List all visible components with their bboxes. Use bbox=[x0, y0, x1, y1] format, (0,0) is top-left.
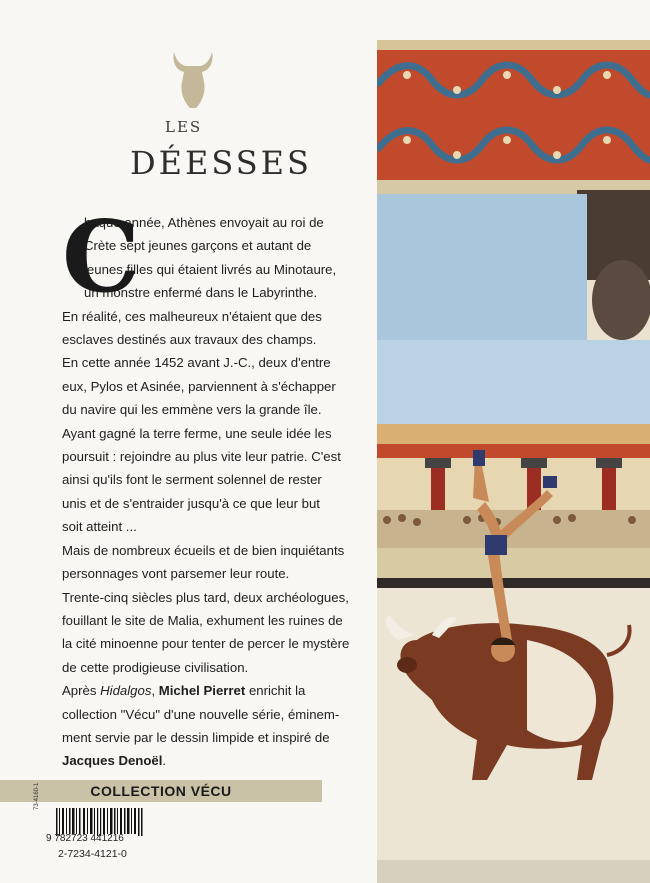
blurb-line: la cité minoenne pour tenter de percer le mystère bbox=[62, 636, 350, 652]
series-title-prefix: LES bbox=[165, 118, 203, 136]
blurb-line: eux, Pylos et Asinée, parviennent à s'échapper bbox=[62, 378, 336, 394]
previous-series-title: Hidalgos bbox=[100, 683, 152, 699]
blurb-line: Trente-cinq siècles plus tard, deux archéologues, bbox=[62, 589, 349, 605]
artist-name: Jacques Denoël bbox=[62, 753, 163, 769]
blurb-line: En cette année 1452 avant J.-C., deux d'entre bbox=[62, 355, 331, 371]
blurb-line: unis et de s'entraider jusqu'à ce que leur but bbox=[62, 495, 320, 511]
blurb-line: poursuit : rejoindre au plus vite leur patrie. C'est bbox=[62, 449, 341, 465]
collection-banner: COLLECTION VÉCU bbox=[0, 780, 322, 802]
blurb-line: Crète sept jeunes garçons et autant de bbox=[84, 238, 312, 254]
drop-cap: C bbox=[62, 200, 140, 315]
blurb-line: ainsi qu'ils font le serment solennel de rester bbox=[62, 472, 322, 488]
blurb-line: personnages vont parsemer leur route. bbox=[62, 566, 290, 582]
closing-text: enrichit la bbox=[245, 683, 306, 699]
blurb-line: jeunes filles qui étaient livrés au Minotaure, bbox=[84, 261, 337, 277]
blurb-line: fouillant le site de Malia, exhument les ruines de bbox=[62, 612, 343, 628]
blurb-line: de cette prodigieuse civilisation. bbox=[62, 659, 249, 675]
blurb-text bbox=[62, 200, 362, 773]
closing-text: Après bbox=[62, 683, 101, 699]
blurb-line: du navire qui les emmène vers la grande île. bbox=[62, 402, 322, 418]
isbn-number: 2-7234-4121-0 bbox=[58, 848, 127, 860]
blurb-line: un monstre enfermé dans le Labyrinthe. bbox=[84, 285, 318, 301]
bull-head-icon bbox=[170, 48, 216, 110]
blurb-line: haque année, Athènes envoyait au roi de bbox=[84, 215, 324, 230]
blurb-line: esclaves destinés aux travaux des champs. bbox=[62, 332, 317, 348]
blurb-line: soit atteint ... bbox=[62, 519, 137, 535]
blurb-closing-line-1 bbox=[62, 679, 362, 702]
blurb-line: Ayant gagné la terre ferme, une seule idée les bbox=[62, 425, 332, 441]
blurb-line: En réalité, ces malheureux n'étaient que des bbox=[62, 308, 322, 324]
blurb-closing-line-3: ment servie par le dessin limpide et inspiré de bbox=[62, 729, 330, 745]
ean-number: 9 782723 441216 bbox=[46, 833, 124, 844]
blurb-line: Mais de nombreux écueils et de bien inquiétants bbox=[62, 542, 345, 558]
blurb-closing-line-4 bbox=[62, 749, 362, 772]
cover-illustration bbox=[377, 40, 650, 883]
series-title: DÉESSES bbox=[130, 144, 312, 182]
author-name: Michel Pierret bbox=[158, 683, 246, 699]
blurb-closing-line-2: collection "Vécu" d'une nouvelle série, éminem- bbox=[62, 706, 340, 722]
closing-text: , bbox=[151, 683, 159, 699]
closing-text: . bbox=[162, 753, 167, 769]
reference-code: 73-4160-1 bbox=[34, 782, 40, 810]
